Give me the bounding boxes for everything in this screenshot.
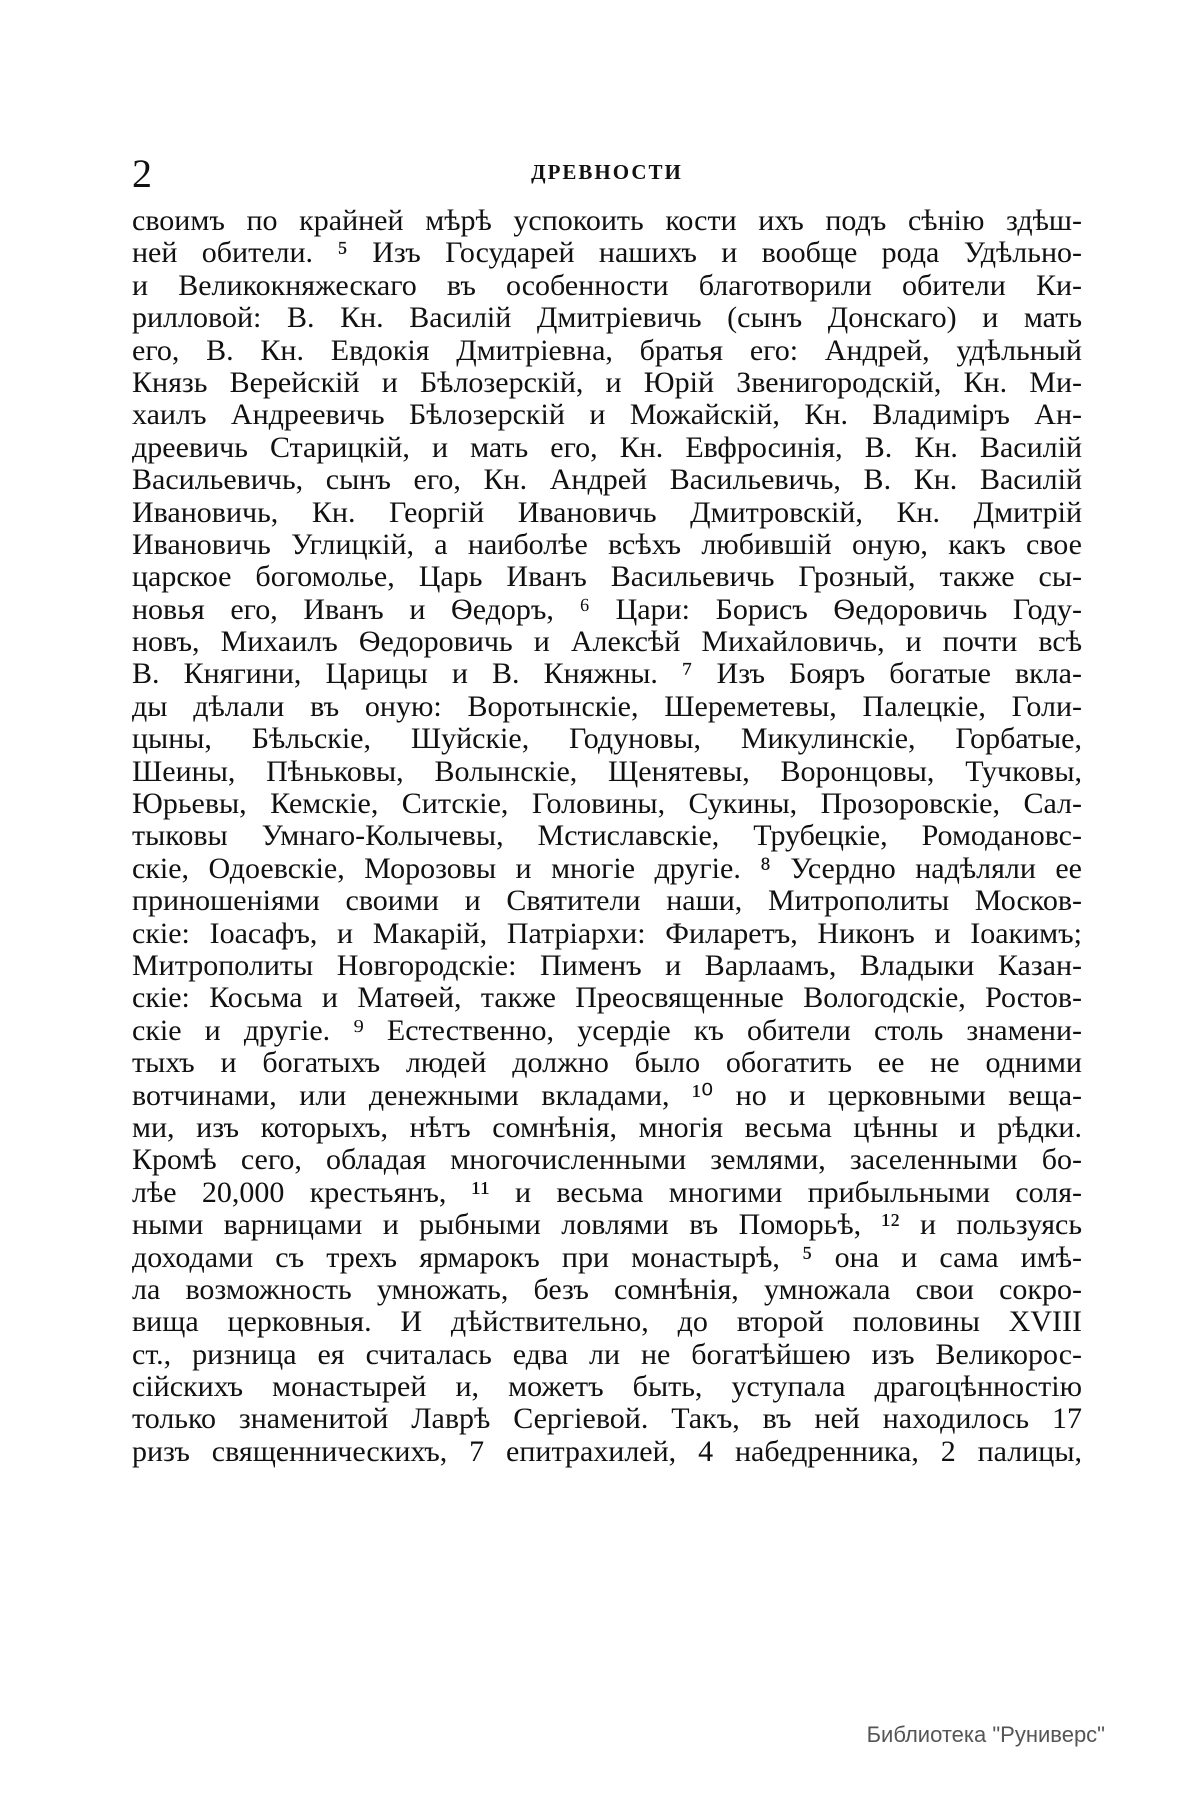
text-line: лѣе 20,000 крестьянъ, ¹¹ и весьма многими прибыльными соля- <box>132 1176 1082 1209</box>
text-line: своимъ по крайней мѣрѣ успокоить кости ихъ подъ сѣнію здѣш- <box>132 205 1082 237</box>
text-line: только знаменитой Лаврѣ Сергіевой. Такъ, въ ней находилось 17 <box>132 1403 1082 1436</box>
text-line: Князь Верейскій и Бѣлозерскій, и Юрій Звенигородскій, Кн. Ми- <box>132 366 1082 399</box>
text-line: новъ, Михаилъ Ѳедоровичь и Алексѣй Михайловичь, и почти всѣ <box>132 626 1082 659</box>
text-line: ными варницами и рыбными ловлями въ Поморьѣ, ¹² и пользуясь <box>132 1209 1082 1242</box>
library-watermark: Библиотека "Руниверс" <box>866 1722 1105 1747</box>
text-line: тыковы Умнаго-Колычевы, Мстиславскіе, Трубецкіе, Ромодановс- <box>132 820 1082 853</box>
text-line: Митрополиты Новгородскіе: Пименъ и Варлаамъ, Владыки Казан- <box>132 949 1082 982</box>
running-title: ДРЕВНОСТИ <box>531 160 683 184</box>
text-line: сійскихъ монастырей и, можетъ быть, уступала драгоцѣнностію <box>132 1371 1082 1404</box>
text-line: хаилъ Андреевичь Бѣлозерскій и Можайскій, Кн. Владиміръ Ан- <box>132 399 1082 432</box>
text-line: скіе и другіе. ⁹ Естественно, усердіе къ обители столь знамени- <box>132 1014 1082 1047</box>
text-line: Шеины, Пѣньковы, Волынскіе, Щенятевы, Воронцовы, Тучковы, <box>132 755 1082 788</box>
text-line: ла возможность умножать, безъ сомнѣнія, умножала свои сокро- <box>132 1273 1082 1306</box>
text-line: ст., ризница ея считалась едва ли не богатѣйшею изъ Великорос- <box>132 1338 1082 1371</box>
text-line: ней обители. ⁵ Изъ Государей нашихъ и вообще рода Удѣльно- <box>132 237 1082 270</box>
text-line: скіе, Одоевскіе, Морозовы и многіе другіе. ⁸ Усердно надѣляли ее <box>132 852 1082 885</box>
page-header <box>132 150 1082 210</box>
text-line: вища церковныя. И дѣйствительно, до второй половины XVIII <box>132 1306 1082 1339</box>
page-number: 2 <box>132 151 152 196</box>
text-line: дреевичь Старицкій, и мать его, Кн. Евфросинія, В. Кн. Василій <box>132 431 1082 464</box>
text-line: ризъ священническихъ, 7 епитрахилей, 4 набедренника, 2 палицы, <box>132 1435 1082 1468</box>
text-line: царское богомолье, Царь Иванъ Васильевичь Грозный, также сы- <box>132 561 1082 594</box>
text-line: Кромѣ сего, обладая многочисленными землями, заселенными бо- <box>132 1144 1082 1177</box>
text-line: цыны, Бѣльскіе, Шуйскіе, Годуновы, Микулинскіе, Горбатые, <box>132 723 1082 756</box>
text-line: и Великокняжескаго въ особенности благотворили обители Ки- <box>132 269 1082 302</box>
text-line: тыхъ и богатыхъ людей должно было обогатить ее не одними <box>132 1047 1082 1080</box>
text-line: В. Княгини, Царицы и В. Княжны. ⁷ Изъ Бояръ богатые вкла- <box>132 658 1082 691</box>
text-line: новья его, Иванъ и Ѳедоръ, ⁶ Цари: Борисъ Ѳедоровичь Году- <box>132 593 1082 626</box>
text-line: Васильевичь, сынъ его, Кн. Андрей Васильевичь, В. Кн. Василій <box>132 464 1082 497</box>
text-line: скіе: Іоасафъ, и Макарій, Патріархи: Филаретъ, Никонъ и Іоакимъ; <box>132 917 1082 950</box>
text-line: Ивановичь, Кн. Георгій Ивановичь Дмитровскій, Кн. Дмитрій <box>132 496 1082 529</box>
text-line: приношеніями своими и Святители наши, Митрополиты Москов- <box>132 885 1082 918</box>
text-line: ды дѣлали въ оную: Воротынскіе, Шереметевы, Палецкіе, Голи- <box>132 690 1082 723</box>
text-line: доходами съ трехъ ярмарокъ при монастырѣ, ⁵ она и сама имѣ- <box>132 1241 1082 1274</box>
text-line: Юрьевы, Кемскіе, Ситскіе, Головины, Сукины, Прозоровскіе, Сал- <box>132 788 1082 821</box>
text-line: Ивановичь Углицкій, а наиболѣе всѣхъ любившій оную, какъ свое <box>132 528 1082 561</box>
body-text <box>132 205 1082 1468</box>
text-line: скіе: Косьма и Матѳей, также Преосвященные Вологодскіе, Ростов- <box>132 982 1082 1015</box>
text-line: рилловой: В. Кн. Василій Дмитріевичь (сынъ Донскаго) и мать <box>132 302 1082 335</box>
text-line: вотчинами, или денежными вкладами, ¹⁰ но и церковными веща- <box>132 1079 1082 1112</box>
text-line: его, В. Кн. Евдокія Дмитріевна, братья его: Андрей, удѣльный <box>132 334 1082 367</box>
text-line: ми, изъ которыхъ, нѣтъ сомнѣнія, многія весьма цѣнны и рѣдки. <box>132 1111 1082 1144</box>
